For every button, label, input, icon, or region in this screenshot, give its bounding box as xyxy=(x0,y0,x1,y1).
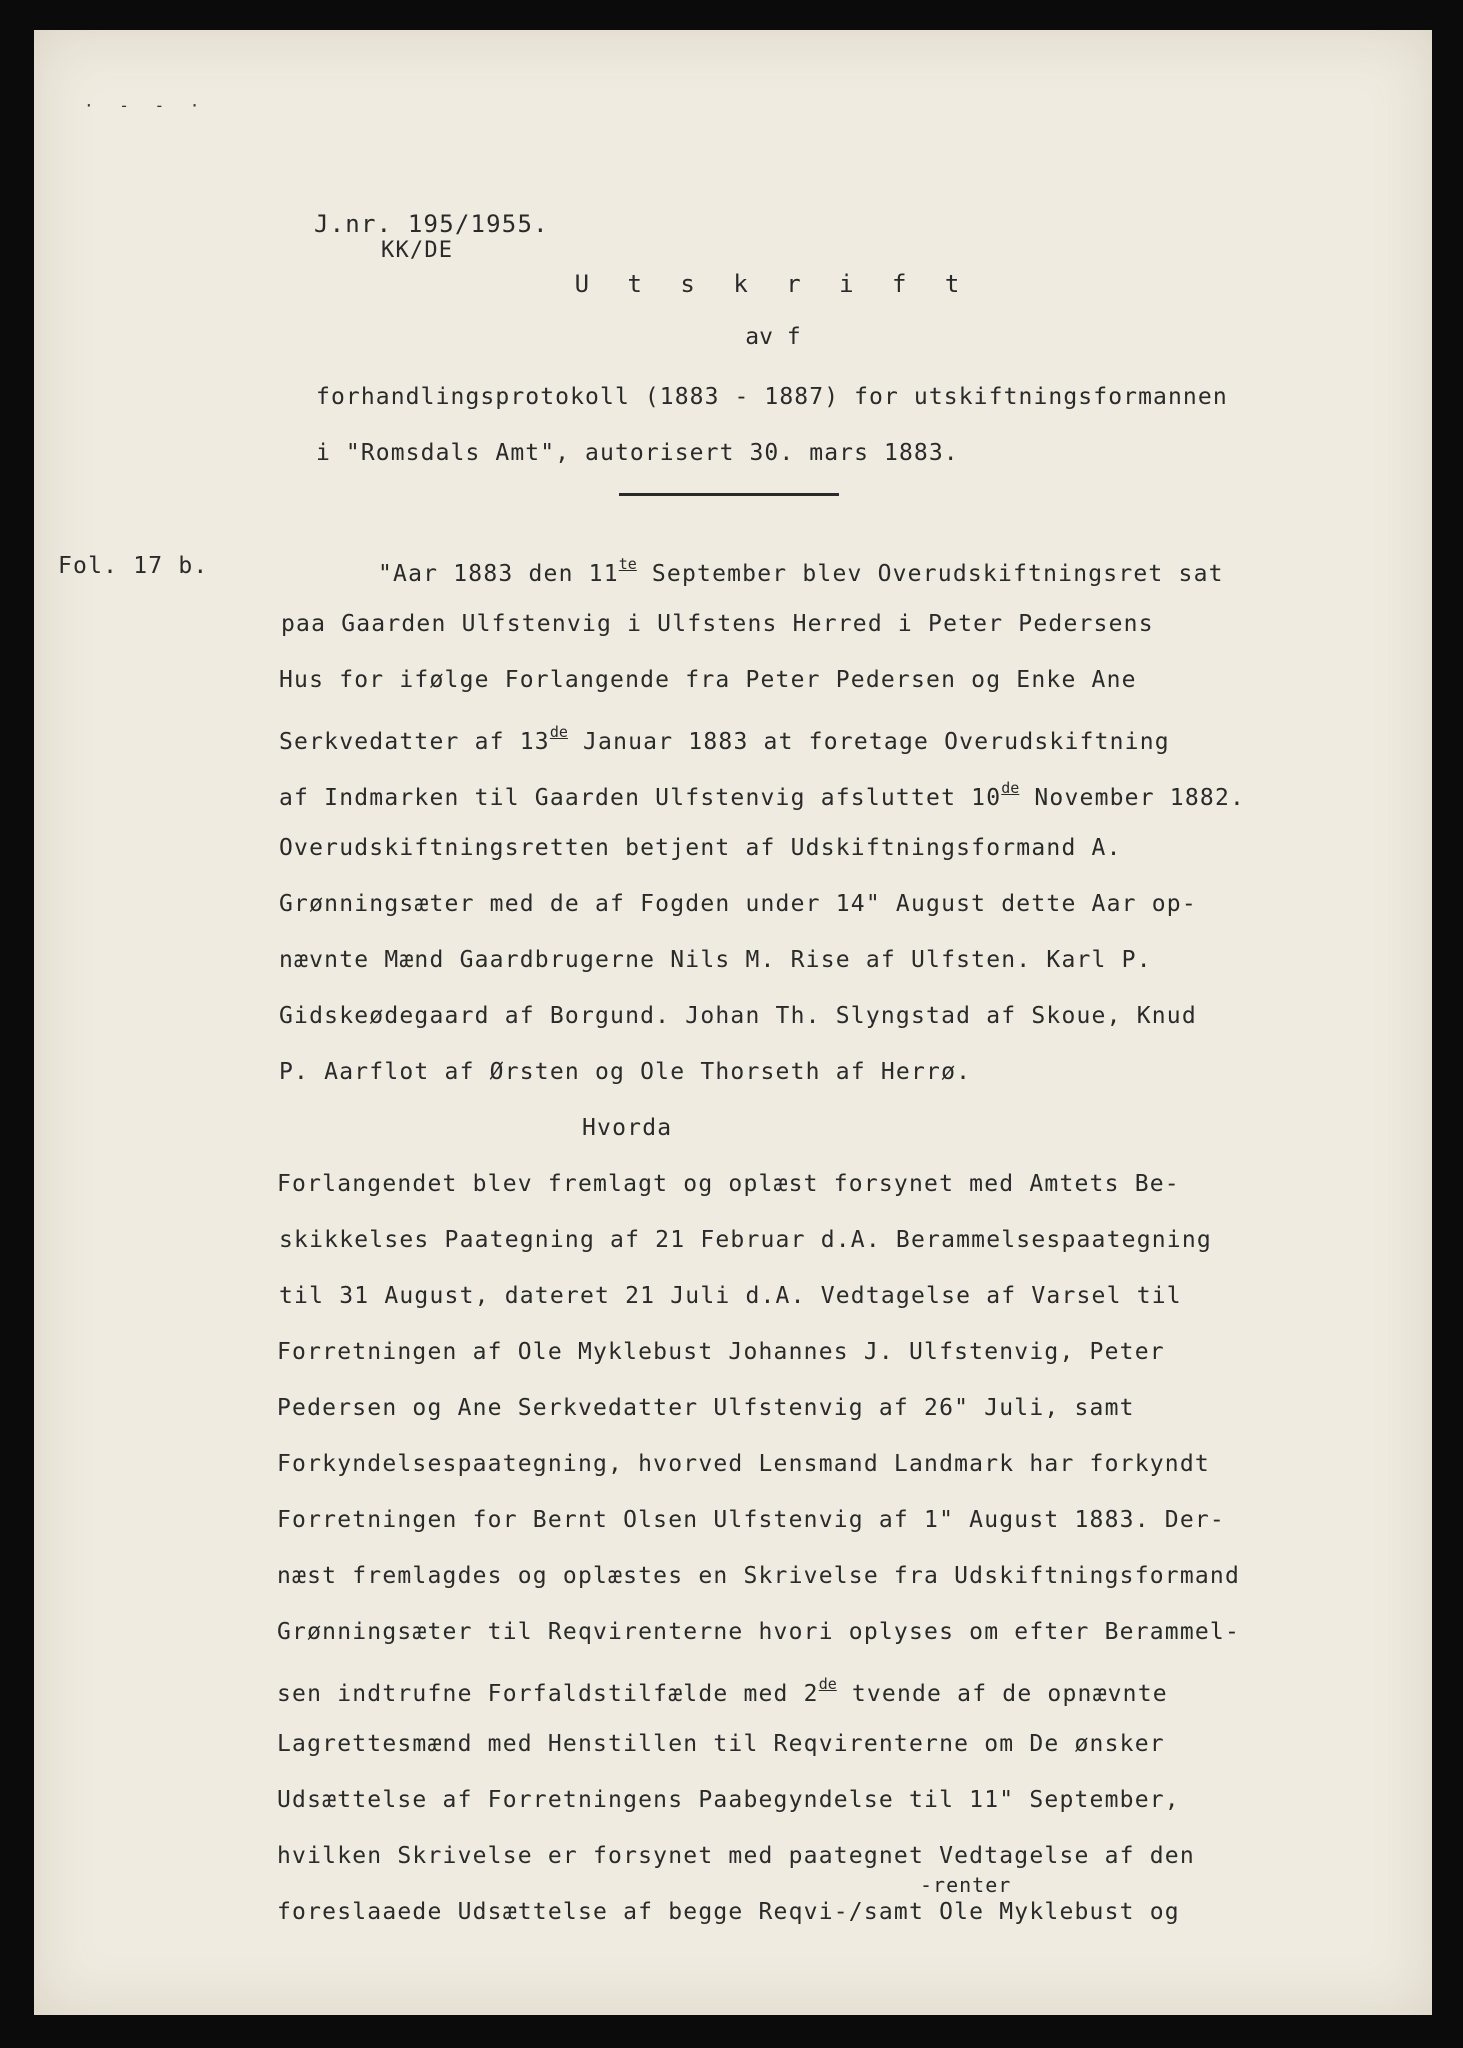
section-heading: Hvorda xyxy=(582,1115,673,1141)
body-line-16: Forkyndelsespaategning, hvorved Lensmand Landmark har forkyndt xyxy=(277,1451,1210,1477)
body-line-22: Udsættelse af Forretningens Paabegyndelse til 11" September, xyxy=(277,1787,1180,1813)
title-av: av f xyxy=(745,324,801,350)
corner-marks: · - - · xyxy=(84,96,208,115)
body-line-23: hvilken Skrivelse er forsynet med paategnet Vedtagelse af den xyxy=(277,1843,1195,1869)
margin-folio-note: Fol. 17 b. xyxy=(58,553,209,579)
body-line-1: "Aar 1883 den $11^{te}$ September blev Overudskiftningsret sat xyxy=(378,555,1224,587)
journal-number: J.nr. 195/1955. xyxy=(314,210,549,238)
body-line-19: Grønningsæter til Reqvirenterne hvori oplyses om efter Berammel- xyxy=(277,1619,1241,1645)
body-line-4: Serkvedatter af 13de Januar 1883 at foretage Overudskiftning xyxy=(279,723,1170,755)
body-line-12: skikkelses Paategning af 21 Februar d.A. Berammelsespaategning xyxy=(279,1227,1212,1253)
document-page xyxy=(34,30,1432,2015)
body-line-14: Forretningen af Ole Myklebust Johannes J. Ulfstenvig, Peter xyxy=(277,1339,1165,1365)
body-line-13: til 31 August, dateret 21 Juli d.A. Vedtagelse af Varsel til xyxy=(279,1283,1182,1309)
title-line-1: forhandlingsprotokoll (1883 - 1887) for utskiftningsformannen xyxy=(316,384,1228,410)
body-line-17: Forretningen for Bernt Olsen Ulfstenvig af 1" August 1883. Der- xyxy=(277,1507,1225,1533)
body-line-24: foreslaaede Udsættelse af begge Reqvi-/samt Ole Myklebust og xyxy=(277,1899,1180,1925)
body-line-7: Grønningsæter med de af Fogden under 14" August dette Aar op- xyxy=(279,891,1197,917)
interlinear-insertion: -renter xyxy=(920,1873,1012,1897)
title-divider xyxy=(619,493,839,496)
body-line-20: sen indtrufne Forfaldstilfælde med 2de tvende af de opnævnte xyxy=(277,1675,1168,1707)
initials: KK/DE xyxy=(381,238,454,263)
body-line-3: Hus for ifølge Forlangende fra Peter Pedersen og Enke Ane xyxy=(279,667,1137,693)
body-line-6: Overudskiftningsretten betjent af Udskiftningsformand A. xyxy=(279,835,1122,861)
body-line-2: paa Gaarden Ulfstenvig i Ulfstens Herred i Peter Pedersens xyxy=(281,611,1154,637)
body-line-15: Pedersen og Ane Serkvedatter Ulfstenvig af 26" Juli, samt xyxy=(277,1395,1135,1421)
body-line-8: nævnte Mænd Gaardbrugerne Nils M. Rise af Ulfsten. Karl P. xyxy=(279,947,1152,973)
title-line-2: i "Romsdals Amt", autorisert 30. mars 1883. xyxy=(316,440,959,466)
body-line-9: Gidskeødegaard af Borgund. Johan Th. Slyngstad af Skoue, Knud xyxy=(279,1003,1197,1029)
body-line-10: P. Aarflot af Ørsten og Ole Thorseth af Herrø. xyxy=(279,1059,972,1085)
body-line-21: Lagrettesmænd med Henstillen til Reqvirenterne om De ønsker xyxy=(277,1731,1165,1757)
document-title: U t s k r i f t xyxy=(574,270,972,298)
body-line-11: Forlangendet blev fremlagt og oplæst forsynet med Amtets Be- xyxy=(277,1171,1180,1197)
body-line-5: af Indmarken til Gaarden Ulfstenvig afsluttet 10de November 1882. xyxy=(279,779,1246,811)
body-line-18: næst fremlagdes og oplæstes en Skrivelse fra Udskiftningsformand xyxy=(277,1563,1241,1589)
